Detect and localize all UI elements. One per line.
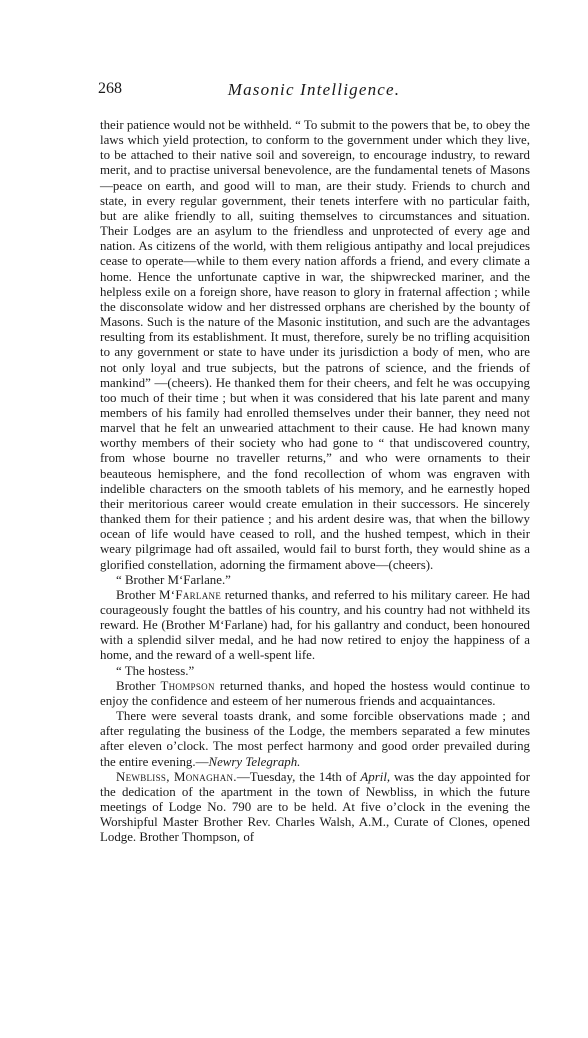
article-body [100,118,530,846]
paragraph-speech: their patience would not be withheld. “ To submit to the powers that be, to obey the laws which yield protection, to conform to the government under which they live, to be attached to their native soil and sovereign, to encourage industry, to reward merit, and to practise universal benevolence, are the fundamental tenets of Masons—peace on earth, and good will to man, are their study. Friends to church and state, in every regular government, their tenets interfere with no particular faith, but are alike friendly to all, suiting themselves to circumstances and situation. Their Lodges are an asylum to the friendless and unprotected of every age and nation. As citizens of the world, with them religious antipathy and local prejudices cease to operate—while to them every nation affords a friend, and every climate a home. Hence the unfortunate captive in war, the shipwrecked mariner, and the helpless exile on a foreign shore, have reason to glory in fraternal affection ; while the disconsolate widow and her distressed orphans are cherished by the bounty of Masons. Such is the nature of the Masonic institution, and such are the advantages resulting from its establishment. It must, therefore, surely be no trifling acquisition to any government or state to have under its jurisdiction a body of men, who are not only loyal and true subjects, but the patrons of science, and the friends of mankind” —(cheers). He thanked them for their cheers, and felt he was occupying too much of their time ; but when it was considered that his late parent and many members of his family had enrolled themselves under their banner, they need not marvel that he felt an unwearied attachment to their cause. He had known many worthy members of their society who had gone to “ that undiscovered country, from whose bourne no traveller returns,” and who were ornaments to their beauteous hemisphere, and the fond recollection of whom was engraven with indelible characters on the smooth tablets of his memory, and he earnestly hoped their meritorious career would create emulation in their successors. He sincerely thanked them for their patience ; and his ardent desire was, that when the billowy ocean of life would have ceased to roll, and the hushed tempest, which in their weary pilgrimage had oft assailed, would fail to burst forth, they would shine as a glorified constellation, adorning the firmament above—(cheers). [100,118,530,572]
speaker-name: M‘Farlane [159,587,222,602]
paragraph-text: returned thanks, and hoped the hostess would continue to enjoy the confidence and esteem of her numerous friends and acquaintances. [100,678,530,708]
source-citation: Newry Telegraph. [208,754,301,769]
paragraph-text: returned thanks, and referred to his military career. He had courageously fought the battles of his country, and his country had not withheld its reward. He (Brother M‘Farlane) had, for his gallantry and conduct, been honoured with a splendid silver medal, and he had now retired to enjoy the happiness of a home, and the reward of a well-spent life. [100,587,530,663]
paragraph-thompson-reply [100,679,530,709]
paragraph-text: —Tuesday, the 14th of [236,769,361,784]
page-number: 268 [98,80,122,97]
paragraph-text: was the day appointed for the dedication of the apartment in the town of Newbliss, in which the future meetings of Lodge No. 790 are to be held. At five o’clock in the evening the Worshipful Master Brother Rev. Charles Walsh, A.M., Curate of Clones, opened Lodge. Brother Thompson, of [100,769,530,845]
paragraph-lead: Brother [116,678,161,693]
place-heading: Newbliss, Monaghan. [116,769,237,784]
toast-mfarlane: “ Brother M‘Farlane.” [116,572,231,587]
toast-hostess: “ The hostess.” [116,663,195,678]
page-header [98,80,530,102]
paragraph-closing [100,709,530,770]
paragraph-newbliss [100,770,530,846]
month-name: April, [360,769,391,784]
paragraph-mfarlane-reply [100,588,530,664]
running-title: Masonic Intelligence. [227,80,401,99]
speaker-name: Thompson [160,678,215,693]
paragraph-lead: Brother [116,587,159,602]
paragraph-text: There were several toasts drank, and some forcible observations made ; and after regulating the business of the Lodge, the members separated a few minutes after eleven o’clock. The most perfect harmony and good order prevailed during the entire evening.— [100,709,530,769]
